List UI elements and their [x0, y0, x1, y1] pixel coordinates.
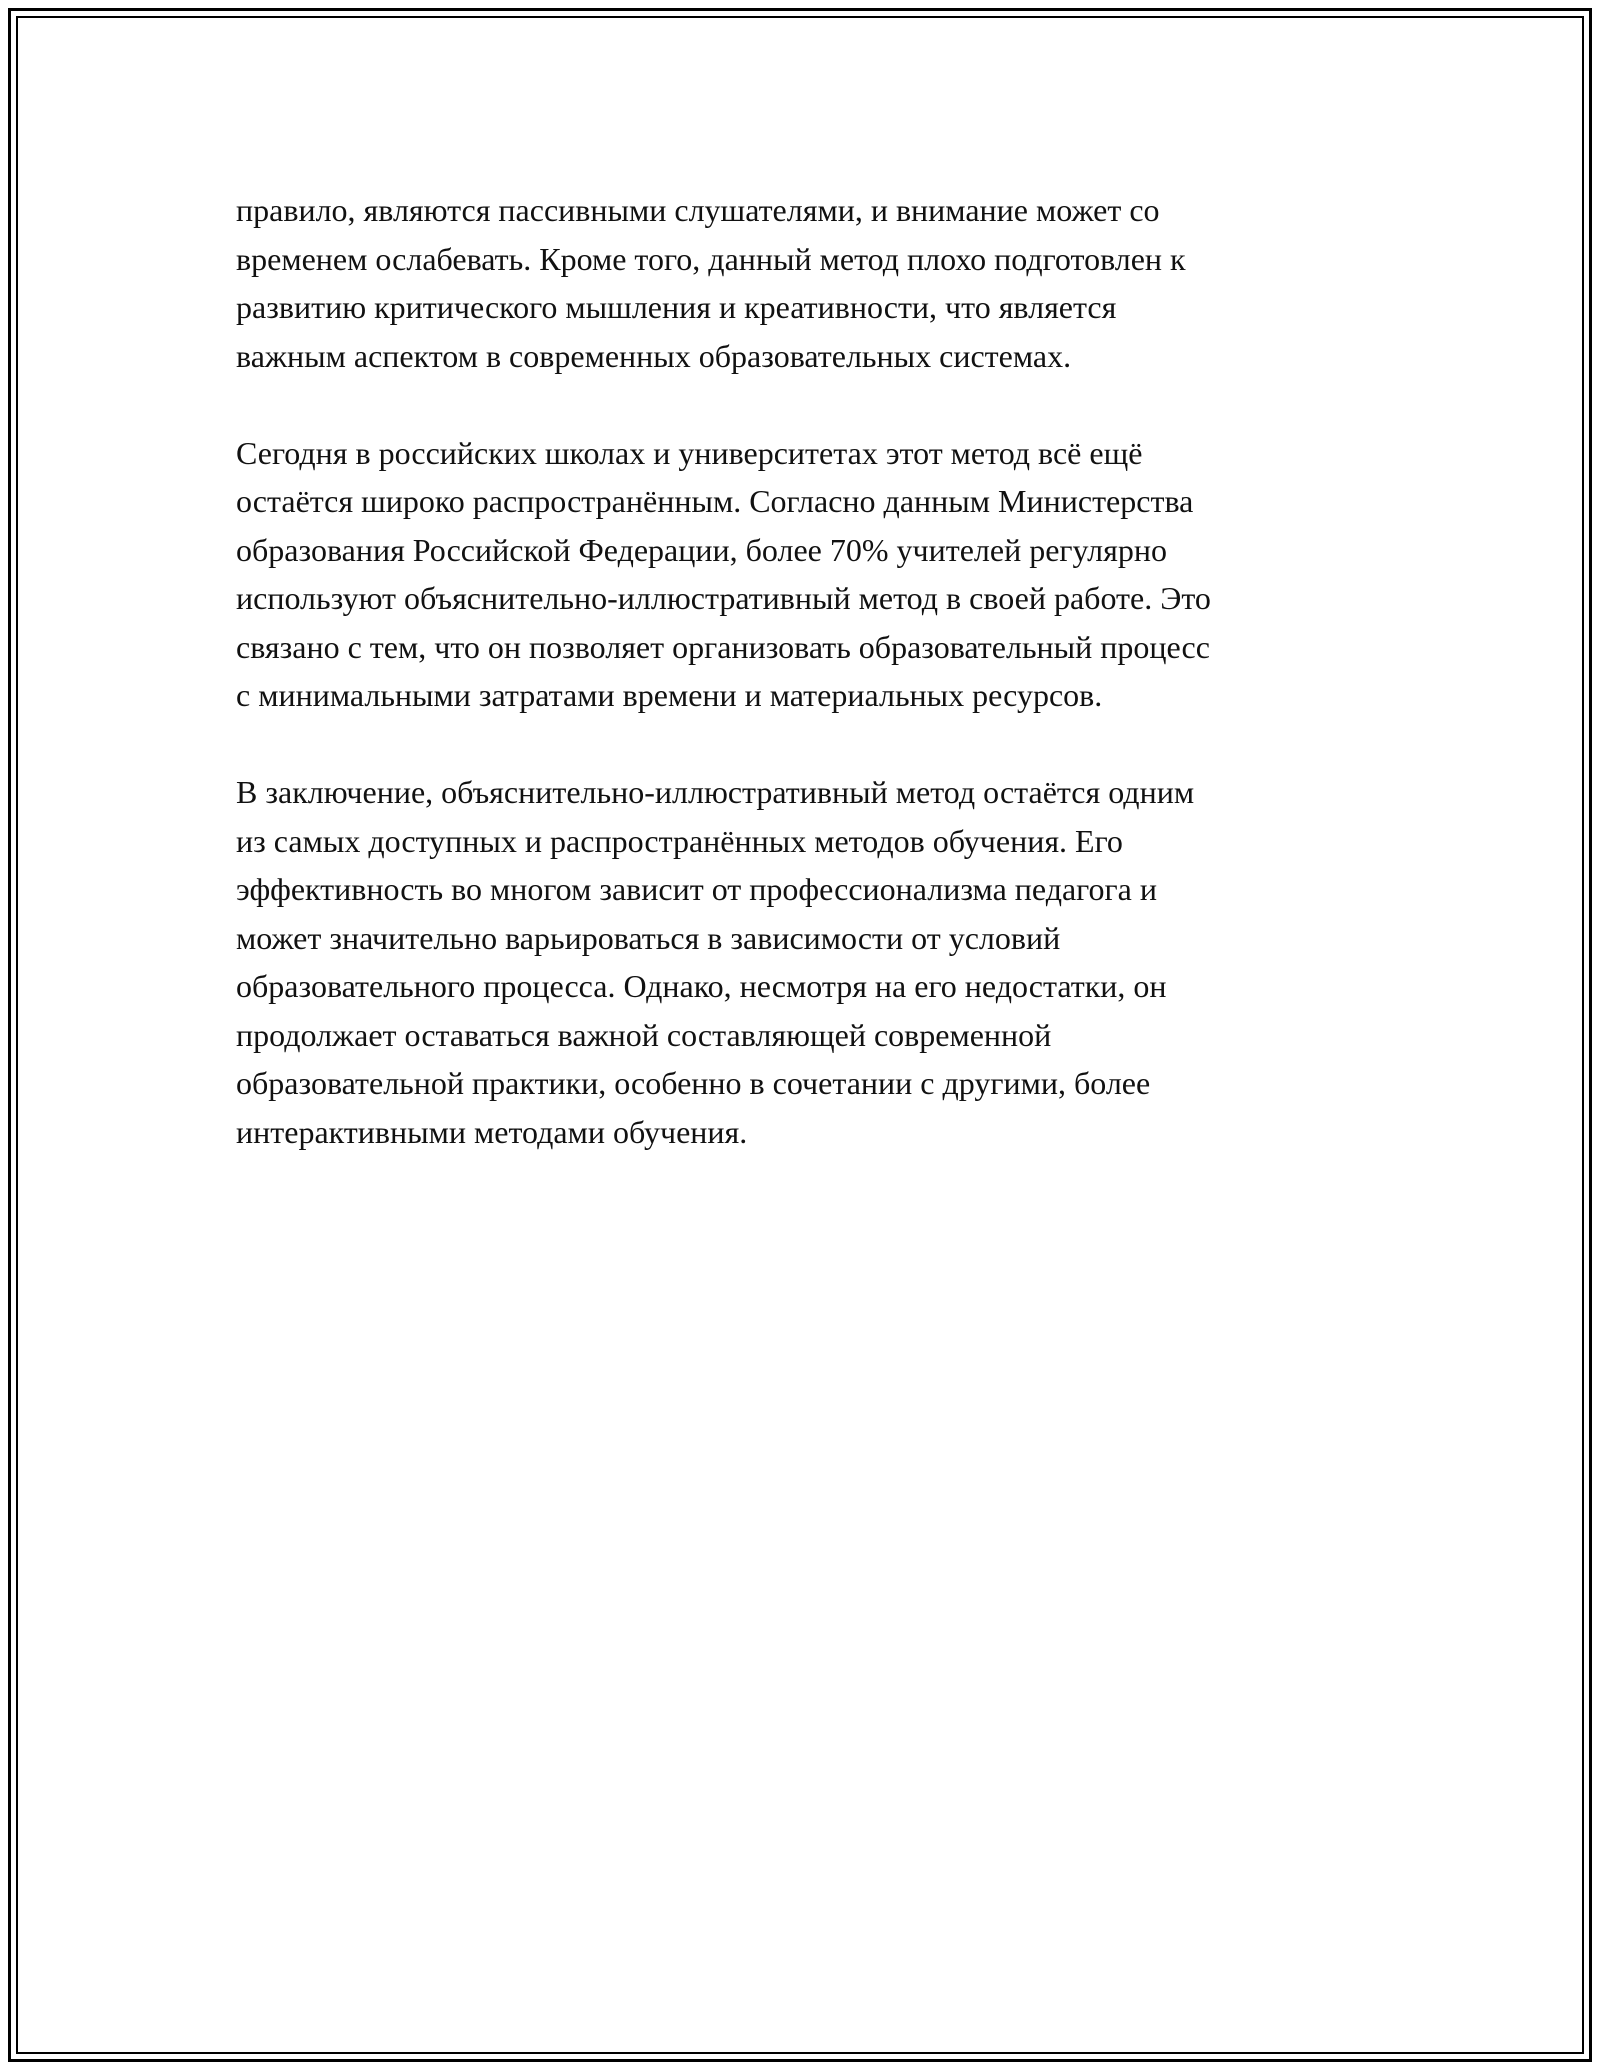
- text-line: из самых доступных и распространённых методов обучения. Его: [236, 822, 1123, 859]
- text-line: образовательной практики, особенно в сочетании с другими, более: [236, 1065, 1151, 1101]
- text-line: временем ослабевать. Кроме того, данный метод плохо подготовлен к: [236, 240, 1186, 277]
- text-line: используют объяснительно-иллюстративный метод в своей работе. Это: [236, 580, 1211, 616]
- text-line: В заключение, объяснительно-иллюстративный метод остаётся одним: [236, 774, 1195, 810]
- document-body: [236, 186, 1386, 1205]
- text-line: интерактивными методами обучения.: [236, 1113, 748, 1150]
- text-line: образовательного процесса. Однако, несмотря на его недостатки, он: [236, 968, 1167, 1004]
- text-line: с минимальными затратами времени и материальных ресурсов.: [236, 677, 1103, 713]
- text-line: развитию критического мышления и креативности, что является: [236, 289, 1117, 325]
- text-line: эффективность во многом зависит от профессионализма педагога и: [236, 871, 1157, 907]
- text-line: остаётся широко распространённым. Согласно данным Министерства: [236, 483, 1194, 519]
- text-line: образования Российской Федерации, более 70% учителей регулярно: [236, 531, 1167, 568]
- text-line: может значительно варьироваться в зависимости от условий: [236, 919, 1061, 956]
- text-line: Сегодня в российских школах и университетах этот метод всё ещё: [236, 434, 1143, 471]
- text-line: правило, являются пассивными слушателями, и внимание может со: [236, 192, 1160, 228]
- text-line: важным аспектом в современных образовательных системах.: [236, 337, 1072, 374]
- paragraph-3: [236, 768, 1386, 1156]
- paragraph-2: [236, 429, 1386, 720]
- paragraph-1: [236, 186, 1386, 380]
- text-line: продолжает оставаться важной составляющей современной: [236, 1016, 1052, 1053]
- text-line: связано с тем, что он позволяет организовать образовательный процесс: [236, 628, 1210, 665]
